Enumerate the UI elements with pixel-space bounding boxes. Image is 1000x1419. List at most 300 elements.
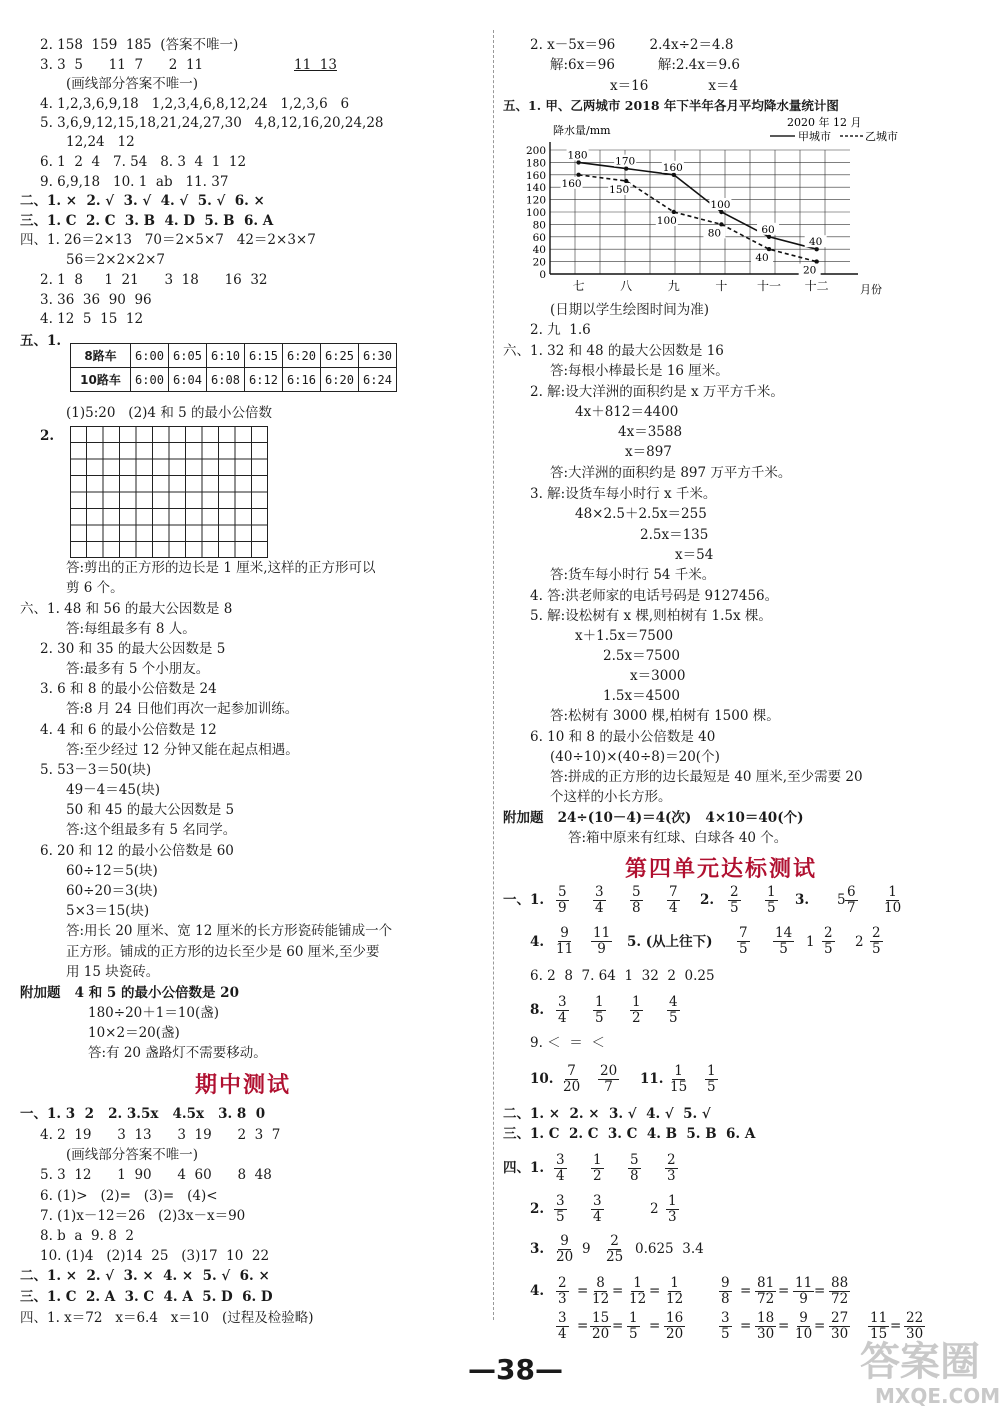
data-label: 170	[615, 155, 636, 168]
fraction-denominator: 5	[721, 1326, 730, 1342]
data-label: 40	[808, 236, 823, 249]
fraction-denominator: 15	[670, 1079, 688, 1095]
answer-line: 剪 6 个。	[66, 580, 124, 596]
data-label: 80	[707, 227, 722, 240]
answer-label: 2.	[700, 892, 715, 908]
fraction-numerator: 11	[870, 1310, 888, 1326]
fraction-numerator: 5	[558, 884, 567, 900]
answer-line: 答:箱中原来有红球、白球各 40 个。	[568, 830, 788, 846]
answer-line: (画线部分答案不唯一)	[66, 76, 199, 92]
data-label: 20	[802, 264, 817, 277]
fraction-numerator: 2	[824, 925, 833, 941]
answer-line: 答:有 20 盏路灯不需要移动。	[88, 1045, 267, 1061]
fraction-denominator: 20	[563, 1079, 581, 1095]
answer-line: 10×2＝20(盏)	[88, 1025, 180, 1041]
fraction-denominator: 3	[667, 1168, 676, 1184]
fraction	[666, 1194, 679, 1225]
fraction	[591, 926, 612, 957]
fraction-denominator: 5	[730, 900, 739, 916]
fraction-denominator: 8	[630, 1168, 639, 1184]
fraction	[630, 885, 643, 916]
table-cell: 6:05	[169, 344, 207, 368]
math-symbol: =	[612, 1318, 624, 1334]
answer-line: (画线部分答案不唯一)	[66, 1147, 199, 1163]
answer-line: 2. 30 和 35 的最大公因数是 5	[40, 641, 226, 657]
answer-line: 答:这个组最多有 5 名同学。	[66, 822, 237, 838]
data-point	[624, 179, 628, 183]
answer-label: 2.	[530, 1201, 545, 1217]
fraction-numerator: 18	[757, 1310, 775, 1326]
table-row	[71, 368, 397, 392]
fraction	[765, 885, 778, 916]
fraction-numerator: 1	[632, 994, 641, 1010]
data-label: 40	[755, 252, 769, 265]
fraction-numerator: 7	[567, 1063, 576, 1079]
answer-line: 答:至少经过 12 分钟又能在起点相遇。	[66, 742, 299, 758]
answer-line: 答:大洋洲的面积约是 897 万平方千米。	[550, 465, 792, 481]
answer-line: 4. 2 19 3 13 3 19 2 3 7	[40, 1127, 281, 1143]
fraction-numerator: 7	[739, 925, 748, 941]
answer-line: 5. 53－3＝50(块)	[40, 762, 152, 778]
x-tick-label: 八	[620, 279, 633, 293]
fraction-denominator: 30	[757, 1326, 775, 1342]
fraction	[829, 1311, 850, 1342]
answer-line: 2. x－5x＝96 2.4x÷2＝4.8	[530, 37, 734, 53]
answer-label: 3.	[795, 892, 810, 908]
bus-schedule-table	[70, 343, 397, 392]
answer-line: 6. 2 8 7. 64 1 32 2 0.25	[530, 968, 715, 984]
answer-line: 49－4＝45(块)	[66, 782, 160, 798]
answer-line: x＝16 x＝4	[610, 78, 739, 94]
fraction-numerator: 1	[888, 884, 897, 900]
fraction-numerator: 2	[558, 1275, 567, 1291]
answer-line: 答:最多有 5 个小朋友。	[66, 661, 210, 677]
fraction-denominator: 5	[872, 941, 881, 957]
answer-line: x＋1.5x＝7500	[575, 628, 674, 644]
math-symbol: 2	[855, 934, 864, 950]
fraction-denominator: 5	[824, 941, 833, 957]
fraction-numerator: 11	[593, 925, 611, 941]
fraction	[604, 1234, 625, 1265]
table-cell: 6:20	[321, 368, 359, 392]
data-label: 150	[609, 184, 630, 196]
y-tick-label: 100	[525, 207, 546, 219]
fraction	[755, 1276, 776, 1307]
fraction-denominator: 10	[795, 1326, 813, 1342]
fraction-numerator: 3	[593, 1193, 602, 1209]
fraction	[556, 885, 569, 916]
fraction-denominator: 9	[799, 1291, 808, 1307]
watermark-url: MXQE.COM	[875, 1384, 1000, 1408]
answer-line: 3. 3 5 11 7 2 11	[40, 57, 204, 73]
fraction-numerator: 88	[831, 1275, 849, 1291]
answer-line: 4. 12 5 15 12	[40, 311, 144, 327]
fraction	[627, 1276, 648, 1307]
answer-line: 2. 1 8 1 21 3 18 16 32	[40, 272, 268, 288]
fraction-numerator: 9	[799, 1310, 808, 1326]
table-cell: 6:30	[359, 344, 397, 368]
fraction-numerator: 1	[668, 1193, 677, 1209]
fraction-denominator: 7	[604, 1079, 613, 1095]
math-symbol: =	[612, 1283, 624, 1299]
table-cell: 6:16	[283, 368, 321, 392]
fraction-denominator: 20	[556, 1249, 574, 1265]
fraction-numerator: 8	[596, 1275, 605, 1291]
fraction-denominator: 12	[629, 1291, 647, 1307]
answer-line: 答:每组最多有 8 人。	[66, 621, 196, 637]
answer-line: 3. 解:设货车每小时行 x 千米。	[530, 486, 717, 502]
answer-line: 4x＝3588	[618, 424, 683, 440]
answer-line: (1)5:20 (2)4 和 5 的最小公倍数	[66, 405, 272, 421]
fraction-numerator: 2	[872, 925, 881, 941]
fraction-denominator: 9	[597, 941, 606, 957]
fraction-numerator: 3	[595, 884, 604, 900]
chart-date: 2020 年 12 月	[787, 116, 862, 129]
data-label: 160	[561, 177, 582, 190]
fraction-denominator: 30	[906, 1326, 924, 1342]
fraction-numerator: 2	[730, 884, 739, 900]
fraction-denominator: 11	[556, 941, 574, 957]
fraction-numerator: 15	[592, 1310, 610, 1326]
math-symbol: 1	[806, 934, 815, 950]
fraction-denominator: 5	[629, 1326, 638, 1342]
fraction-denominator: 5	[556, 1209, 565, 1225]
fraction	[664, 1276, 685, 1307]
answer-line: 60÷12＝5(块)	[66, 863, 158, 879]
fraction	[793, 1311, 814, 1342]
answer-line: 2. 158 159 185 (答案不唯一)	[40, 37, 239, 53]
answer-line: 5. 3,6,9,12,15,18,21,24,27,30 4,8,12,16,20,24,28	[40, 115, 384, 131]
answer-line: (日期以学生绘图时间为准)	[550, 302, 710, 318]
fraction	[719, 1311, 732, 1342]
y-tick-label: 140	[525, 182, 546, 195]
answer-line: 4x＋812＝4400	[575, 404, 679, 420]
answer-line: 答:松树有 3000 棵,柏树有 1500 棵。	[550, 708, 780, 724]
data-label: 180	[567, 149, 588, 162]
answer-line: 3. 6 和 8 的最小公倍数是 24	[40, 681, 217, 697]
fraction	[630, 995, 643, 1026]
fraction	[554, 1234, 575, 1265]
fraction	[870, 926, 883, 957]
table-cell: 8路车	[71, 344, 131, 368]
y-tick-label: 160	[525, 169, 546, 182]
fraction-numerator: 7	[669, 884, 678, 900]
fraction-denominator: 2	[593, 1168, 602, 1184]
table-cell: 6:25	[321, 344, 359, 368]
math-symbol: =	[778, 1318, 790, 1334]
fraction-numerator: 9	[721, 1275, 730, 1291]
fraction-denominator: 5	[767, 900, 776, 916]
answer-line: 三、1. C 2. C 3. C 4. B 5. B 6. A	[503, 1126, 756, 1142]
fraction	[556, 1311, 569, 1342]
y-tick-label: 20	[532, 256, 546, 269]
fraction	[593, 995, 606, 1026]
fraction	[591, 1194, 604, 1225]
answer-label: 8.	[530, 1002, 545, 1018]
answer-line: 四、1. x＝72 x＝6.4 x＝10 (过程及检验略)	[20, 1310, 314, 1326]
x-tick-label: 十一	[757, 279, 782, 293]
math-symbol: =	[740, 1318, 752, 1334]
fraction-denominator: 72	[831, 1291, 849, 1307]
fraction-denominator: 20	[592, 1326, 610, 1342]
math-symbol: =	[649, 1283, 661, 1299]
fraction	[882, 885, 903, 916]
fraction	[829, 1276, 850, 1307]
fraction-denominator: 5	[779, 941, 788, 957]
answer-line: 答:每根小棒最长是 16 厘米。	[550, 363, 729, 379]
answer-line: 附加题 4 和 5 的最小公倍数是 20	[20, 985, 239, 1001]
math-symbol: =	[814, 1283, 826, 1299]
fraction	[556, 995, 569, 1026]
chart-x-label: 月份	[860, 283, 882, 296]
math-symbol: =	[577, 1318, 589, 1334]
fraction	[822, 926, 835, 957]
math-symbol: =	[814, 1318, 826, 1334]
x-tick-label: 七	[572, 279, 585, 293]
table-cell: 10路车	[71, 368, 131, 392]
y-tick-label: 120	[525, 194, 546, 207]
data-label: 160	[662, 161, 683, 174]
y-tick-label: 80	[532, 219, 546, 232]
fraction-numerator: 27	[831, 1310, 849, 1326]
fraction-denominator: 5	[739, 941, 748, 957]
answer-line: 解:6x＝96 解:2.4x＝9.6	[550, 57, 740, 73]
answer-line: 五、1.	[20, 333, 62, 349]
fraction-numerator: 9	[560, 1233, 569, 1249]
chart-heading: 五、1. 甲、乙两城市 2018 年下半年各月平均降水量统计图	[503, 98, 839, 113]
fraction-denominator: 15	[870, 1326, 888, 1342]
fraction	[556, 1276, 569, 1307]
answer-label: 4.	[530, 1283, 545, 1299]
fraction-numerator: 14	[775, 925, 793, 941]
section-title-unit4: 第四单元达标测试	[625, 857, 818, 882]
fraction-denominator: 4	[558, 1010, 567, 1026]
answer-label: 11.	[640, 1071, 664, 1087]
data-point	[814, 259, 818, 263]
fraction	[590, 1276, 611, 1307]
table-cell: 6:24	[359, 368, 397, 392]
math-symbol: 5	[837, 892, 846, 908]
table-cell: 6:00	[131, 368, 169, 392]
fraction-numerator: 1	[593, 1152, 602, 1168]
fraction-denominator: 2	[632, 1010, 641, 1026]
fraction-numerator: 22	[906, 1310, 924, 1326]
fraction	[554, 926, 575, 957]
fraction-denominator: 12	[592, 1291, 610, 1307]
fraction-numerator: 1	[767, 884, 776, 900]
answer-line: 50 和 45 的最大公因数是 5	[66, 802, 235, 818]
rainfall-line-chart	[505, 112, 898, 302]
fraction-denominator: 4	[556, 1168, 565, 1184]
answer-line: 答:拼成的正方形的边长最短是 40 厘米,至少需要 20	[550, 769, 863, 785]
fraction-numerator: 20	[600, 1063, 618, 1079]
fraction-numerator: 11	[795, 1275, 813, 1291]
fraction-denominator: 20	[666, 1326, 684, 1342]
answer-line: 2.	[40, 428, 55, 444]
fraction-denominator: 3	[668, 1209, 677, 1225]
answer-line: 6. (1)> (2)= (3)= (4)<	[40, 1188, 218, 1204]
answer-line: 10. (1)4 (2)14 25 (3)17 10 22	[40, 1248, 270, 1264]
fraction-numerator: 3	[558, 994, 567, 1010]
fraction	[627, 1311, 640, 1342]
answer-line: 六、1. 32 和 48 的最大公因数是 16	[503, 343, 724, 359]
answer-label: 4.	[530, 934, 545, 950]
fraction-denominator: 12	[666, 1291, 684, 1307]
answer-line: 答:剪出的正方形的边长是 1 厘米,这样的正方形可以	[66, 560, 376, 576]
answer-line: (40÷10)×(40÷8)＝20(个)	[550, 749, 720, 765]
y-tick-label: 60	[532, 231, 546, 244]
answer-line: 180÷20＋1＝10(盏)	[88, 1005, 220, 1021]
fraction	[593, 885, 606, 916]
math-symbol: =	[778, 1283, 790, 1299]
answer-line: 5×3＝15(块)	[66, 903, 150, 919]
answer-label: 四、1.	[503, 1160, 545, 1176]
answer-line: 二、1. × 2. × 3. √ 4. √ 5. √	[503, 1106, 711, 1122]
fraction-numerator: 1	[707, 1063, 716, 1079]
fraction-numerator: 5	[632, 884, 641, 900]
fraction-denominator: 30	[831, 1326, 849, 1342]
answer-line: 答:用长 20 厘米、宽 12 厘米的长方形瓷砖能铺成一个	[66, 923, 393, 939]
fraction-numerator: 2	[667, 1152, 676, 1168]
answer-line: 答:8 月 24 日他们再次一起参加训练。	[66, 701, 299, 717]
underlined-answer: 11 13	[294, 57, 337, 73]
fraction-numerator: 1	[670, 1275, 679, 1291]
answer-line: 5. 解:设松树有 x 棵,则柏树有 1.5x 棵。	[530, 608, 772, 624]
x-tick-label: 十二	[804, 279, 829, 293]
fraction-denominator: 10	[884, 900, 902, 916]
fraction-numerator: 16	[666, 1310, 684, 1326]
page-number: —38—	[468, 1353, 563, 1386]
answer-line: 二、1. × 2. √ 3. × 4. × 5. √ 6. ×	[20, 1268, 270, 1284]
fraction-numerator: 4	[669, 994, 678, 1010]
fraction-numerator: 1	[629, 1310, 638, 1326]
answer-label: 一、1.	[503, 892, 545, 908]
fraction	[664, 1311, 685, 1342]
y-tick-label: 180	[525, 157, 546, 170]
fraction	[845, 885, 858, 916]
fraction-denominator: 4	[669, 900, 678, 916]
math-symbol: =	[577, 1283, 589, 1299]
fraction	[561, 1064, 582, 1095]
answer-line: 用 15 块瓷砖。	[66, 964, 160, 980]
answer-line: 三、1. C 2. A 3. C 4. A 5. D 6. D	[20, 1289, 273, 1305]
legend-label: 乙城市	[865, 130, 898, 143]
answer-line: 9. 6,9,18 10. 1 ab 11. 37	[40, 174, 229, 190]
table-row	[71, 344, 397, 368]
answer-line: 正方形。铺成的正方形的边长至少是 60 厘米,至少要	[66, 944, 380, 960]
fraction	[793, 1276, 814, 1307]
answer-line: 四、1. 26＝2×13 70＝2×5×7 42＝2×3×7	[20, 232, 316, 248]
fraction-denominator: 3	[558, 1291, 567, 1307]
fraction-denominator: 5	[707, 1079, 716, 1095]
fraction	[728, 885, 741, 916]
answer-line: 3. 36 36 90 96	[40, 292, 152, 308]
table-cell: 6:10	[207, 344, 245, 368]
answer-line: 7. (1)x－12＝26 (2)3x－x＝90	[40, 1208, 246, 1224]
fraction-denominator: 8	[721, 1291, 730, 1307]
fraction	[667, 885, 680, 916]
fraction	[628, 1153, 641, 1184]
fraction-denominator: 7	[847, 900, 856, 916]
answer-label: 5. (从上往下)	[627, 934, 713, 950]
math-symbol: 9	[582, 1241, 591, 1257]
table-cell: 6:12	[245, 368, 283, 392]
fraction-denominator: 5	[669, 1010, 678, 1026]
answer-line: 56＝2×2×2×7	[66, 252, 165, 268]
answer-line: 三、1. C 2. C 3. B 4. D 5. B 6. A	[20, 213, 274, 229]
x-tick-label: 九	[667, 279, 680, 293]
answer-line: 60÷20＝3(块)	[66, 883, 158, 899]
fraction-numerator: 1	[595, 994, 604, 1010]
chart-y-label: 降水量/mm	[553, 124, 611, 137]
math-symbol: =	[890, 1318, 902, 1334]
fraction	[591, 1153, 604, 1184]
fraction-numerator: 3	[556, 1193, 565, 1209]
y-tick-label: 200	[525, 145, 546, 157]
data-point	[672, 210, 676, 214]
answer-line: 一、1. 3 2 2. 3.5x 4.5x 3. 8 0	[20, 1106, 266, 1122]
answer-line: 二、1. × 2. √ 3. √ 4. √ 5. √ 6. ×	[20, 193, 265, 209]
data-label: 100	[656, 215, 677, 227]
fraction	[667, 995, 680, 1026]
fraction-denominator: 9	[558, 900, 567, 916]
answer-line: 2.5x＝7500	[603, 648, 680, 664]
answer-line: 9. ＜ ＝ ＜	[530, 1035, 605, 1051]
fraction	[554, 1194, 567, 1225]
fraction-numerator: 2	[610, 1233, 619, 1249]
fraction	[665, 1153, 678, 1184]
fraction-numerator: 3	[721, 1310, 730, 1326]
data-label: 100	[710, 199, 731, 211]
table-cell: 6:08	[207, 368, 245, 392]
answer-line: 4. 4 和 6 的最小公倍数是 12	[40, 722, 217, 738]
fraction	[737, 926, 750, 957]
answer-line: x＝3000	[630, 668, 686, 684]
y-tick-label: 40	[532, 244, 546, 257]
fraction-denominator: 4	[595, 900, 604, 916]
fraction-denominator: 25	[606, 1249, 624, 1265]
data-label: 60	[761, 223, 775, 236]
fraction-numerator: 81	[757, 1275, 775, 1291]
fraction-numerator: 6	[847, 884, 856, 900]
fraction-numerator: 9	[560, 925, 569, 941]
column-divider	[493, 30, 494, 1320]
y-tick-label: 0	[539, 269, 546, 281]
answer-line: 2. 解:设大洋洲的面积约是 x 万平方千米。	[530, 384, 784, 400]
answer-line: 1.5x＝4500	[603, 688, 680, 704]
answer-line: x＝54	[675, 547, 714, 563]
fraction-denominator: 4	[593, 1209, 602, 1225]
answer-line: 答:货车每小时行 54 千米。	[550, 567, 716, 583]
fraction-denominator: 72	[757, 1291, 775, 1307]
answer-line: 2. 九 1.6	[530, 322, 591, 338]
table-cell: 6:00	[131, 344, 169, 368]
answer-line: 6. 10 和 8 的最小公倍数是 40	[530, 729, 716, 745]
fraction	[755, 1311, 776, 1342]
fraction-numerator: 1	[633, 1275, 642, 1291]
math-symbol: 2	[650, 1201, 659, 1217]
fraction	[554, 1153, 567, 1184]
table-cell: 6:04	[169, 368, 207, 392]
fraction-denominator: 8	[632, 900, 641, 916]
table-cell: 6:20	[283, 344, 321, 368]
fraction-numerator: 3	[556, 1152, 565, 1168]
section-title-midterm: 期中测试	[195, 1073, 292, 1098]
answer-line: 个这样的小长方形。	[550, 789, 672, 805]
answer-line: 12,24 12	[66, 134, 135, 150]
answer-line: 6. 20 和 12 的最小公倍数是 60	[40, 843, 234, 859]
answer-line: 48×2.5＋2.5x＝255	[575, 506, 707, 522]
